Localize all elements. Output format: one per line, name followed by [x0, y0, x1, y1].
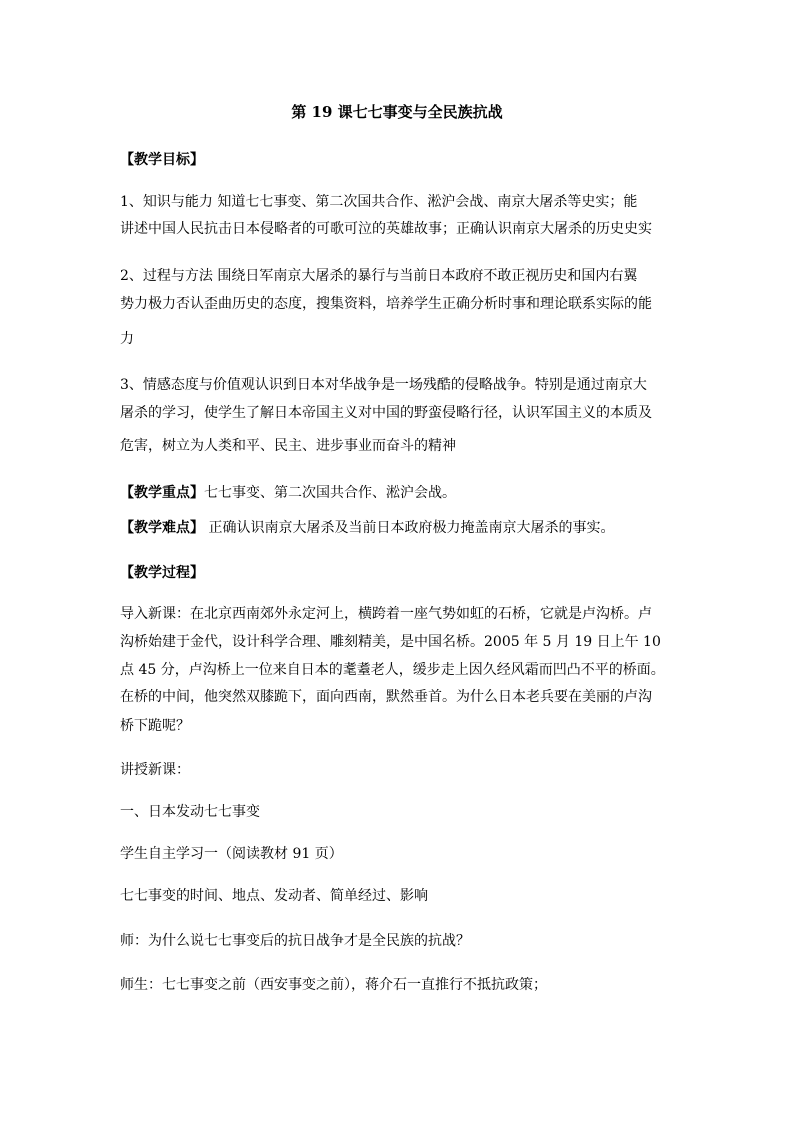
new-lesson: 讲授新课： — [120, 762, 190, 778]
objective-2-line-3: 力 — [120, 331, 134, 347]
intro-line-4: 在桥的中间，他突然双膝跪下，面向西南，默然垂首。为什么日本老兵要在美丽的卢沟 — [120, 689, 652, 705]
study-questions: 七七事变的时间、地点、发动者、简单经过、影响 — [120, 888, 428, 904]
objective-3-line-1: 3、情感态度与价值观认识到日本对华战争是一场残酷的侵略战争。特别是通过南京大 — [120, 377, 647, 393]
difficult-points-label: 【教学难点】 — [120, 520, 204, 536]
process-heading: 【教学过程】 — [120, 565, 204, 581]
objective-2-line-2: 势力极力否认歪曲历史的态度，搜集资料，培养学生正确分析时事和理论联系实际的能 — [120, 296, 652, 312]
page-title: 第 19 课七七事变与全民族抗战 — [291, 103, 503, 121]
objectives-heading: 【教学目标】 — [120, 152, 204, 168]
difficult-points-text: 正确认识南京大屠杀及当前日本政府极力掩盖南京大屠杀的事实。 — [204, 520, 615, 536]
difficult-points — [120, 515, 680, 541]
key-points-label: 【教学重点】 — [120, 485, 204, 501]
teacher-question: 师：为什么说七七事变后的抗日战争才是全民族的抗战？ — [120, 933, 470, 949]
objective-1-line-2: 讲述中国人民抗击日本侵略者的可歌可泣的英雄故事；正确认识南京大屠杀的历史史实 — [120, 221, 652, 237]
objective-3-line-3: 危害，树立为人类和平、民主、进步事业而奋斗的精神 — [120, 438, 456, 454]
intro-line-3: 点 45 分，卢沟桥上一位来自日本的耄耋老人，缓步走上因久经风霜而凹凸不平的桥面。 — [120, 662, 665, 678]
objective-2-line-1: 2、过程与方法 围绕日军南京大屠杀的暴行与当前日本政府不敢正视历史和国内右翼 — [120, 268, 638, 284]
intro-line-5: 桥下跪呢？ — [120, 718, 190, 734]
self-study: 学生自主学习一（阅读教材 91 页） — [120, 846, 343, 862]
objective-3-line-2: 屠杀的学习，使学生了解日本帝国主义对中国的野蛮侵略行径，认识军国主义的本质及 — [120, 405, 652, 421]
key-points — [120, 480, 680, 506]
intro-line-2: 沟桥始建于金代，设计科学合理、雕刻精美，是中国名桥。2005 年 5 月 19 日上午 10 — [120, 634, 661, 650]
section-heading-1: 一、日本发动七七事变 — [120, 804, 260, 820]
objective-1-line-1: 1、知识与能力 知道七七事变、第二次国共合作、淞沪会战、南京大屠杀等史实；能 — [120, 194, 638, 210]
teacher-student-answer: 师生：七七事变之前（西安事变之前），蒋介石一直推行不抵抗政策； — [120, 977, 547, 993]
intro-line-1: 导入新课：在北京西南郊外永定河上，横跨着一座气势如虹的石桥，它就是卢沟桥。卢 — [120, 606, 652, 622]
key-points-text: 七七事变、第二次国共合作、淞沪会战。 — [204, 485, 456, 501]
